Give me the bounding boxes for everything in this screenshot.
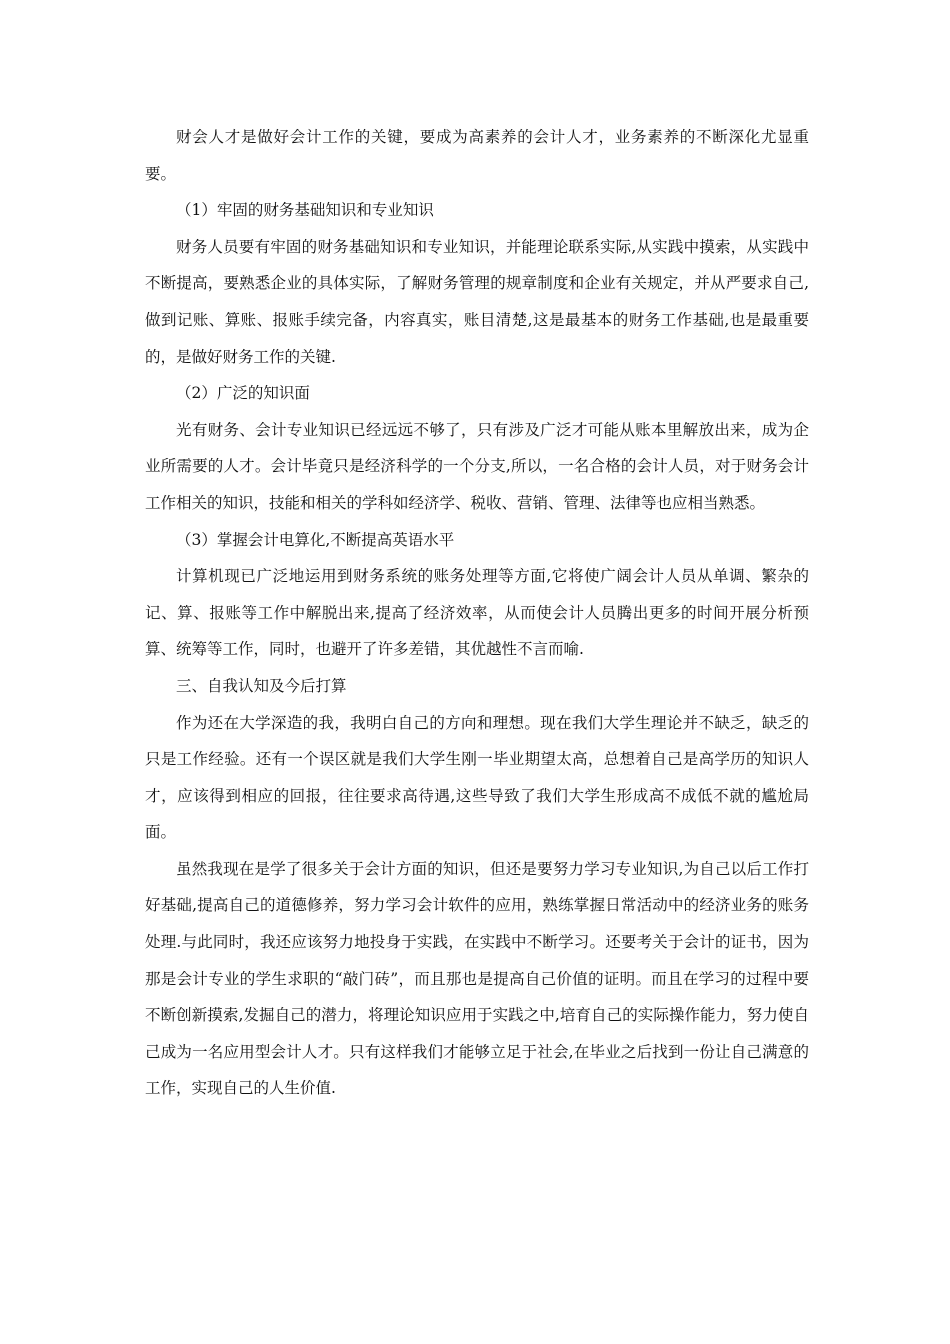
paragraph-talent-key: 财会人才是做好会计工作的关键，要成为高素养的会计人才，业务素养的不断深化尤显重要。 (145, 128, 809, 183)
paragraph-broad-knowledge: 光有财务、会计专业知识已经远远不够了，只有涉及广泛才可能从账本里解放出来，成为企业所需要的人才。会计毕竟只是经济科学的一个分支,所以，一名合格的会计人员，对于财务会计工作相关的知识，技能和相关的学科如经济学、税收、营销、管理、法律等也应相当熟悉。 (145, 420, 809, 512)
heading-foundation-knowledge: （1）牢固的财务基础知识和专业知识 (176, 201, 434, 220)
paragraph-self-awareness: 作为还在大学深造的我，我明白自己的方向和理想。现在我们大学生理论并不缺乏，缺乏的只是工作经验。还有一个误区就是我们大学生刚一毕业期望太高，总想着自己是高学历的知识人才，应该得到相应的回报，往往要求高待遇,这些导致了我们大学生形成高不成低不就的尴尬局面。 (145, 713, 809, 842)
paragraph-future-plans: 虽然我现在是学了很多关于会计方面的知识，但还是要努力学习专业知识,为自己以后工作打好基础,提高自己的道德修养，努力学习会计软件的应用，熟练掌握日常活动中的经济业务的账务处理.与此同时，我还应该努力地投身于实践，在实践中不断学习。还要考关于会计的证书，因为那是会计专业的学生求职的“敲门砖”，而且那也是提高自己价值的证明。而且在学习的过程中要不断创新摸索,发掘自己的潜力，将理论知识应用于实践之中,培育自己的实际操作能力，努力使自己成为一名应用型会计人才。只有这样我们才能够立足于社会,在毕业之后找到一份让自己满意的工作，实现自己的人生价值. (145, 859, 809, 1098)
document-body (145, 119, 809, 1107)
heading-computerization-english: （3）掌握会计电算化,不断提高英语水平 (176, 530, 455, 549)
heading-self-awareness: 三、自我认知及今后打算 (176, 676, 347, 695)
paragraph-computerization: 计算机现已广泛地运用到财务系统的账务处理等方面,它将使广阔会计人员从单调、繁杂的记、算、报账等工作中解脱出来,提高了经济效率，从而使会计人员腾出更多的时间开展分析预算、统筹等工作，同时，也避开了许多差错，其优越性不言而喻. (145, 567, 809, 659)
paragraph-foundation-knowledge: 财务人员要有牢固的财务基础知识和专业知识，并能理论联系实际,从实践中摸索，从实践中不断提高，要熟悉企业的具体实际，了解财务管理的规章制度和企业有关规定，并从严要求自己,做到记账、算账、报账手续完备，内容真实，账目清楚,这是最基本的财务工作基础,也是最重要的，是做好财务工作的关键. (145, 237, 809, 366)
heading-broad-knowledge: （2）广泛的知识面 (176, 384, 310, 403)
